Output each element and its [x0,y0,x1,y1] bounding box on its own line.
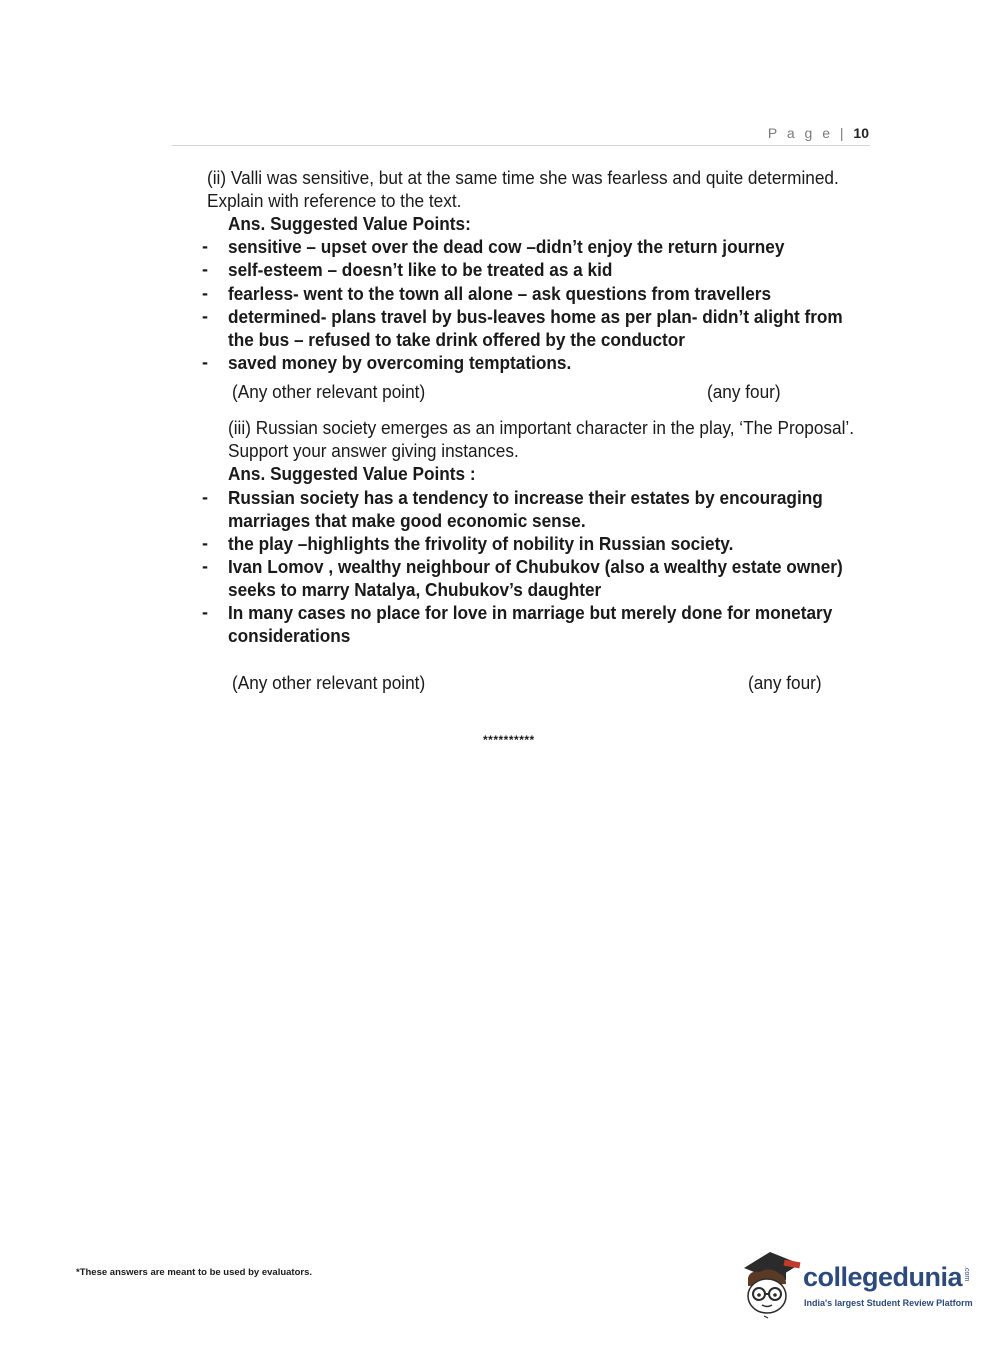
page-separator: | [839,125,847,141]
bullet-dash: - [202,556,208,576]
q2-question-line1: (ii) Valli was sensitive, but at the same time she was fearless and quite determined. [207,167,839,188]
q2-point-5: saved money by overcoming temptations. [228,352,572,373]
q2-point-4-line1: determined- plans travel by bus-leaves home as per plan- didn’t alight from [228,306,843,327]
q3-point-4-line2: considerations [228,625,351,646]
bullet-dash: - [202,283,208,303]
page-label: P a g e [767,125,833,141]
q3-question-line2: Support your answer giving instances. [228,440,519,461]
brand-name: collegedunia [803,1262,963,1292]
footnote: *These answers are meant to be used by evaluators. [76,1267,313,1278]
q3-answer-heading: Ans. Suggested Value Points : [228,463,476,484]
q3-point-3-line1: Ivan Lomov , wealthy neighbour of Chubukov (also a wealthy estate owner) [228,556,843,577]
bullet-dash: - [202,306,208,326]
bullet-dash: - [202,602,208,622]
q2-point-4-line2: the bus – refused to take drink offered by the conductor [228,329,685,350]
q3-point-3-line2: seeks to marry Natalya, Chubukov’s daughter [228,579,602,600]
q2-point-2: self-esteem – doesn’t like to be treated as a kid [228,259,613,280]
q3-point-4-line1: In many cases no place for love in marriage but merely done for monetary [228,602,833,623]
q2-note-left: (Any other relevant point) [232,381,426,402]
bullet-dash: - [202,487,208,507]
q3-point-1-line2: marriages that make good economic sense. [228,510,586,531]
q2-point-3: fearless- went to the town all alone – ask questions from travellers [228,283,772,304]
q3-point-2: the play –highlights the frivolity of nobility in Russian society. [228,533,734,554]
q3-point-1-line1: Russian society has a tendency to increase their estates by encouraging [228,487,823,508]
brand-tld: .com [963,1266,970,1282]
bullet-dash: - [202,533,208,553]
end-marker: ********** [483,733,535,747]
q3-note-left: (Any other relevant point) [232,672,426,693]
page-number [768,125,869,141]
header-rule [172,145,870,146]
brand-tagline: India's largest Student Review Platform [804,1298,973,1308]
q2-answer-heading: Ans. Suggested Value Points: [228,213,471,234]
bullet-dash: - [202,236,208,256]
bullet-dash: - [202,259,208,279]
bullet-dash: - [202,352,208,372]
q3-note-right: (any four) [748,672,822,693]
q2-question-line2: Explain with reference to the text. [207,190,462,211]
cartoon-student-mascot-icon [740,1244,802,1322]
q2-point-1: sensitive – upset over the dead cow –didn’t enjoy the return journey [228,236,785,257]
q2-note-right: (any four) [707,381,781,402]
collegedunia-logo [740,1244,972,1322]
q3-question-line1: (iii) Russian society emerges as an important character in the play, ‘The Proposal’. [228,417,855,438]
page-number-value: 10 [853,125,869,141]
